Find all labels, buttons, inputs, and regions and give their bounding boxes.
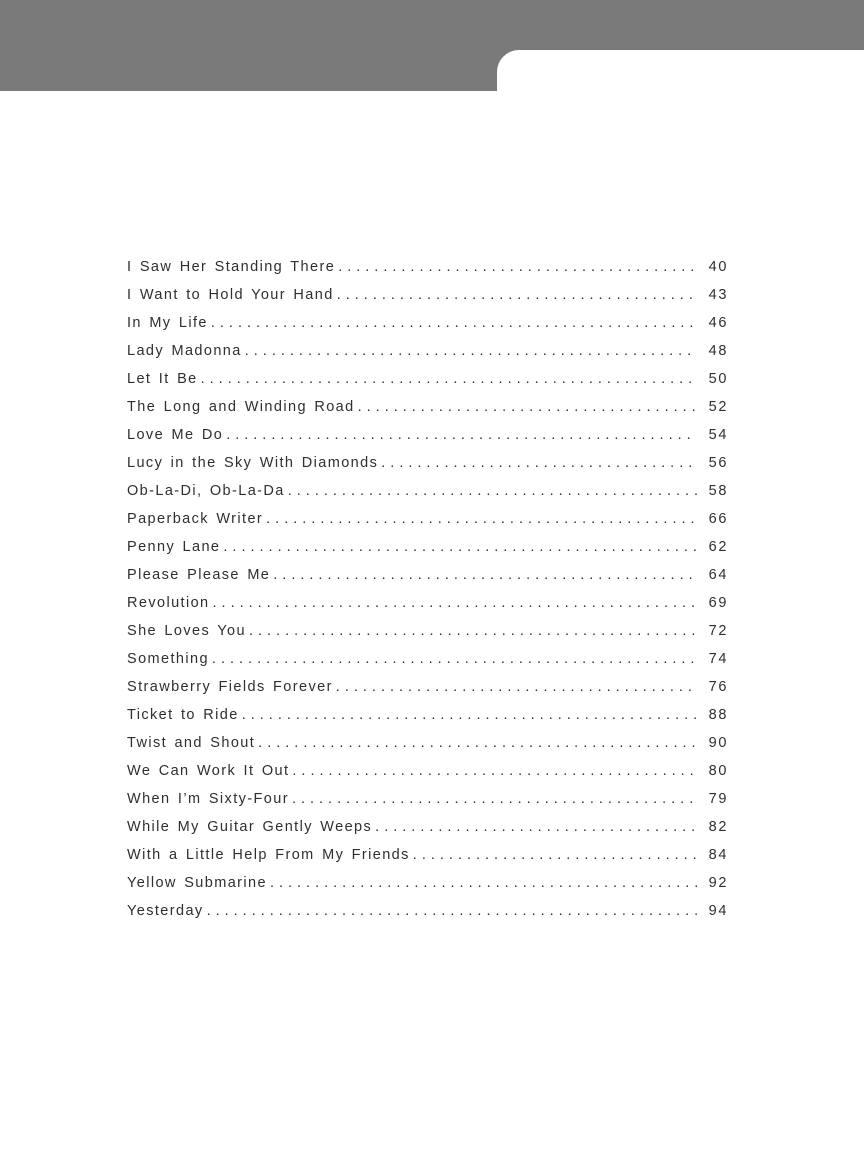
- song-title: Penny Lane: [127, 539, 221, 555]
- header-notch: [497, 50, 864, 92]
- dot-leader: [338, 253, 697, 281]
- toc-entry: [127, 505, 728, 533]
- toc-entry: [127, 897, 728, 925]
- page-number: 64: [708, 567, 728, 583]
- dot-leader: [273, 561, 697, 589]
- song-title: Ob-La-Di, Ob-La-Da: [127, 483, 285, 499]
- toc-entry: [127, 645, 728, 673]
- dot-leader: [292, 785, 697, 813]
- header-band: [0, 0, 864, 91]
- song-title: Something: [127, 651, 209, 667]
- page-number: 79: [708, 791, 728, 807]
- toc-entry: [127, 253, 728, 281]
- toc-entry: [127, 449, 728, 477]
- song-title: Paperback Writer: [127, 511, 264, 527]
- toc-entry: [127, 589, 728, 617]
- song-title: Twist and Shout: [127, 735, 256, 751]
- song-title: I Saw Her Standing There: [127, 259, 336, 275]
- page-number: 92: [708, 875, 728, 891]
- song-title: I Want to Hold Your Hand: [127, 287, 334, 303]
- toc-entry: [127, 421, 728, 449]
- song-title: Revolution: [127, 595, 210, 611]
- table-of-contents: [127, 253, 728, 925]
- dot-leader: [213, 589, 697, 617]
- dot-leader: [245, 337, 697, 365]
- toc-entry: [127, 617, 728, 645]
- dot-leader: [288, 477, 697, 505]
- song-title: Yesterday: [127, 903, 204, 919]
- toc-entry: [127, 477, 728, 505]
- song-title: When I’m Sixty-Four: [127, 791, 289, 807]
- toc-entry: [127, 729, 728, 757]
- toc-entry: [127, 365, 728, 393]
- dot-leader: [249, 617, 697, 645]
- song-title: Let It Be: [127, 371, 198, 387]
- dot-leader: [223, 533, 697, 561]
- page-number: 94: [708, 903, 728, 919]
- page-number: 48: [708, 343, 728, 359]
- page-number: 84: [708, 847, 728, 863]
- song-title: While My Guitar Gently Weeps: [127, 819, 373, 835]
- page-number: 66: [708, 511, 728, 527]
- song-title: Please Please Me: [127, 567, 271, 583]
- page-number: 62: [708, 539, 728, 555]
- page-number: 52: [708, 399, 728, 415]
- song-title: We Can Work It Out: [127, 763, 290, 779]
- dot-leader: [358, 393, 697, 421]
- toc-entry: [127, 785, 728, 813]
- dot-leader: [211, 309, 697, 337]
- toc-entry: [127, 309, 728, 337]
- dot-leader: [226, 421, 697, 449]
- toc-entry: [127, 869, 728, 897]
- page-number: 46: [708, 315, 728, 331]
- page-number: 76: [708, 679, 728, 695]
- dot-leader: [375, 813, 697, 841]
- toc-entry: [127, 673, 728, 701]
- song-title: Love Me Do: [127, 427, 224, 443]
- toc-entry: [127, 757, 728, 785]
- page-number: 40: [708, 259, 728, 275]
- toc-entry: [127, 281, 728, 309]
- page-number: 72: [708, 623, 728, 639]
- dot-leader: [336, 673, 697, 701]
- song-title: The Long and Winding Road: [127, 399, 355, 415]
- page-number: 54: [708, 427, 728, 443]
- toc-entry: [127, 813, 728, 841]
- song-title: Ticket to Ride: [127, 707, 239, 723]
- toc-entry: [127, 393, 728, 421]
- dot-leader: [413, 841, 697, 869]
- toc-entry: [127, 533, 728, 561]
- dot-leader: [381, 449, 697, 477]
- toc-entry: [127, 561, 728, 589]
- song-title: She Loves You: [127, 623, 246, 639]
- page-number: 50: [708, 371, 728, 387]
- page-number: 74: [708, 651, 728, 667]
- page-number: 56: [708, 455, 728, 471]
- song-title: With a Little Help From My Friends: [127, 847, 410, 863]
- page-number: 58: [708, 483, 728, 499]
- page-number: 43: [708, 287, 728, 303]
- page-number: 82: [708, 819, 728, 835]
- dot-leader: [292, 757, 697, 785]
- toc-entry: [127, 337, 728, 365]
- dot-leader: [201, 365, 697, 393]
- dot-leader: [266, 505, 697, 533]
- toc-entry: [127, 841, 728, 869]
- song-title: Yellow Submarine: [127, 875, 267, 891]
- song-title: Strawberry Fields Forever: [127, 679, 333, 695]
- page-number: 90: [708, 735, 728, 751]
- page-number: 80: [708, 763, 728, 779]
- dot-leader: [258, 729, 697, 757]
- dot-leader: [207, 897, 697, 925]
- dot-leader: [212, 645, 697, 673]
- dot-leader: [270, 869, 697, 897]
- toc-entry: [127, 701, 728, 729]
- dot-leader: [242, 701, 697, 729]
- song-title: Lucy in the Sky With Diamonds: [127, 455, 379, 471]
- page-number: 69: [708, 595, 728, 611]
- dot-leader: [337, 281, 697, 309]
- page-number: 88: [708, 707, 728, 723]
- song-title: Lady Madonna: [127, 343, 242, 359]
- song-title: In My Life: [127, 315, 208, 331]
